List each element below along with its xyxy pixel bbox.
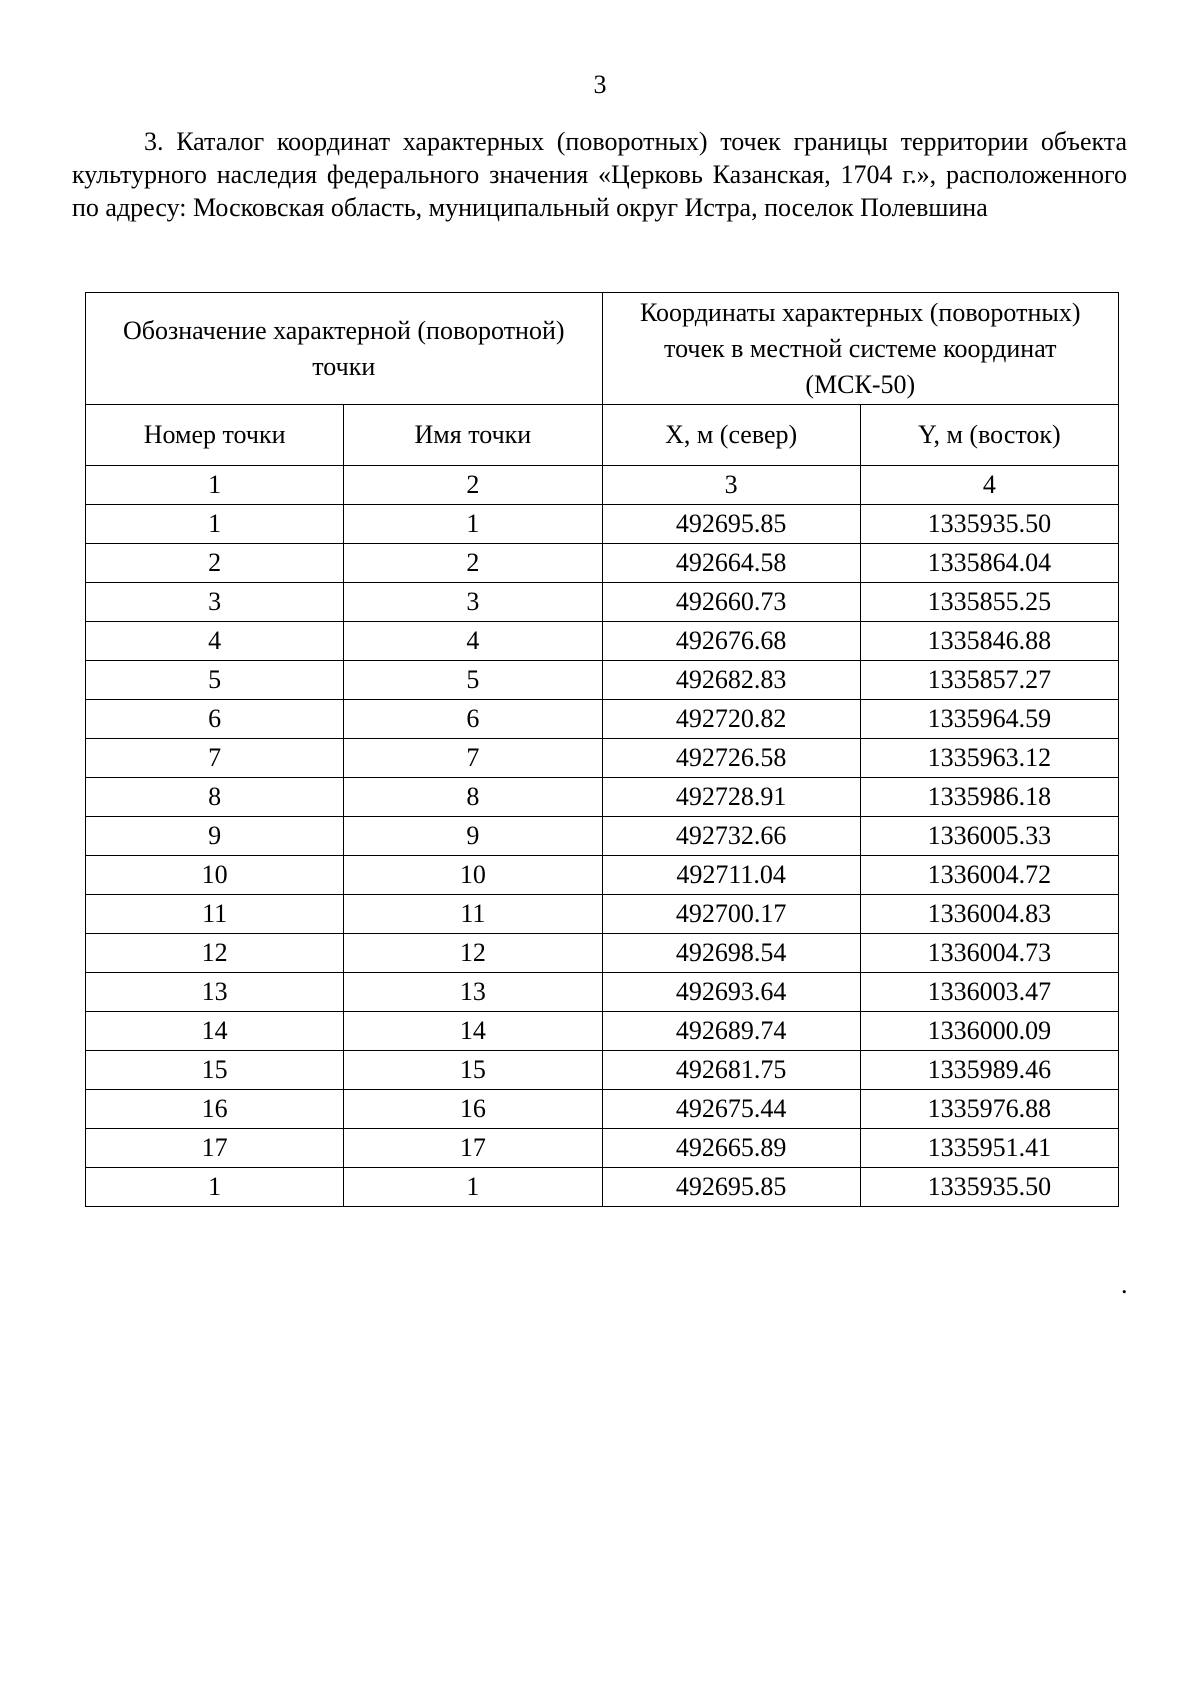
table-row xyxy=(86,505,1119,544)
cell-y: 1335963.12 xyxy=(860,739,1118,778)
cell-x: 492695.85 xyxy=(602,1168,860,1207)
cell-x: 492689.74 xyxy=(602,1012,860,1051)
cell-point-name: 3 xyxy=(344,583,602,622)
column-number: 3 xyxy=(602,466,860,505)
cell-y: 1336004.73 xyxy=(860,934,1118,973)
cell-y: 1335855.25 xyxy=(860,583,1118,622)
cell-x: 492711.04 xyxy=(602,856,860,895)
cell-point-number: 12 xyxy=(86,934,344,973)
header-coordinates: Координаты характерных (поворотных) точек в местной системе координат (МСК-50) xyxy=(602,293,1119,405)
table-row xyxy=(86,934,1119,973)
page-number: 3 xyxy=(593,70,607,99)
cell-y: 1335935.50 xyxy=(860,505,1118,544)
cell-y: 1336004.83 xyxy=(860,895,1118,934)
cell-y: 1336003.47 xyxy=(860,973,1118,1012)
cell-y: 1335986.18 xyxy=(860,778,1118,817)
cell-point-number: 17 xyxy=(86,1129,344,1168)
header-designation: Обозначение характерной (поворотной) точки xyxy=(86,293,603,405)
cell-x: 492728.91 xyxy=(602,778,860,817)
cell-point-name: 12 xyxy=(344,934,602,973)
table-row xyxy=(86,583,1119,622)
cell-point-number: 13 xyxy=(86,973,344,1012)
cell-point-number: 6 xyxy=(86,700,344,739)
cell-x: 492682.83 xyxy=(602,661,860,700)
table-body xyxy=(86,466,1119,1207)
cell-point-number: 16 xyxy=(86,1090,344,1129)
cell-point-number: 11 xyxy=(86,895,344,934)
table-row xyxy=(86,1168,1119,1207)
cell-point-name: 1 xyxy=(344,505,602,544)
cell-x: 492660.73 xyxy=(602,583,860,622)
cell-point-number: 2 xyxy=(86,544,344,583)
cell-x: 492700.17 xyxy=(602,895,860,934)
cell-point-number: 10 xyxy=(86,856,344,895)
cell-point-name: 4 xyxy=(344,622,602,661)
cell-point-number: 8 xyxy=(86,778,344,817)
cell-y: 1335846.88 xyxy=(860,622,1118,661)
cell-y: 1335989.46 xyxy=(860,1051,1118,1090)
cell-x: 492720.82 xyxy=(602,700,860,739)
cell-point-name: 15 xyxy=(344,1051,602,1090)
cell-x: 492698.54 xyxy=(602,934,860,973)
table-row xyxy=(86,700,1119,739)
cell-point-name: 16 xyxy=(344,1090,602,1129)
table-row xyxy=(86,1012,1119,1051)
header-x: X, м (север) xyxy=(602,405,860,466)
cell-point-name: 11 xyxy=(344,895,602,934)
intro-paragraph: 3. Каталог координат характерных (поворотных) точек границы территории объекта культурного наследия федерального значения «Церковь Казанская, 1704 г.», расположенного по адресу: Московская область, муниципальный округ Истра, поселок Полевшина xyxy=(72,127,1127,222)
cell-point-name: 8 xyxy=(344,778,602,817)
column-number-row xyxy=(86,466,1119,505)
cell-point-name: 10 xyxy=(344,856,602,895)
table-row xyxy=(86,856,1119,895)
table-row xyxy=(86,1129,1119,1168)
cell-point-number: 14 xyxy=(86,1012,344,1051)
table-row xyxy=(86,778,1119,817)
header-point-name: Имя точки xyxy=(344,405,602,466)
cell-x: 492676.68 xyxy=(602,622,860,661)
cell-point-name: 9 xyxy=(344,817,602,856)
table-row xyxy=(86,739,1119,778)
cell-y: 1336004.72 xyxy=(860,856,1118,895)
cell-point-name: 14 xyxy=(344,1012,602,1051)
cell-y: 1335976.88 xyxy=(860,1090,1118,1129)
cell-point-number: 9 xyxy=(86,817,344,856)
cell-point-number: 7 xyxy=(86,739,344,778)
trailing-mark: . xyxy=(1121,1270,1128,1299)
table-row xyxy=(86,895,1119,934)
cell-point-name: 17 xyxy=(344,1129,602,1168)
cell-point-number: 15 xyxy=(86,1051,344,1090)
cell-x: 492681.75 xyxy=(602,1051,860,1090)
table-row xyxy=(86,973,1119,1012)
column-number: 4 xyxy=(860,466,1118,505)
cell-point-name: 1 xyxy=(344,1168,602,1207)
cell-point-name: 6 xyxy=(344,700,602,739)
cell-point-number: 4 xyxy=(86,622,344,661)
cell-y: 1335964.59 xyxy=(860,700,1118,739)
cell-point-number: 1 xyxy=(86,1168,344,1207)
header-y: Y, м (восток) xyxy=(860,405,1118,466)
table-row xyxy=(86,622,1119,661)
coordinates-table xyxy=(85,292,1119,1207)
cell-x: 492732.66 xyxy=(602,817,860,856)
table-row xyxy=(86,544,1119,583)
table-row xyxy=(86,817,1119,856)
cell-y: 1335857.27 xyxy=(860,661,1118,700)
column-number: 2 xyxy=(344,466,602,505)
cell-x: 492675.44 xyxy=(602,1090,860,1129)
cell-x: 492665.89 xyxy=(602,1129,860,1168)
table-row xyxy=(86,661,1119,700)
cell-point-number: 5 xyxy=(86,661,344,700)
header-point-number: Номер точки xyxy=(86,405,344,466)
cell-point-name: 2 xyxy=(344,544,602,583)
cell-y: 1335951.41 xyxy=(860,1129,1118,1168)
table-row xyxy=(86,1051,1119,1090)
cell-point-name: 13 xyxy=(344,973,602,1012)
cell-x: 492664.58 xyxy=(602,544,860,583)
cell-point-number: 3 xyxy=(86,583,344,622)
cell-point-number: 1 xyxy=(86,505,344,544)
table-row xyxy=(86,1090,1119,1129)
cell-point-name: 5 xyxy=(344,661,602,700)
cell-x: 492693.64 xyxy=(602,973,860,1012)
cell-y: 1336005.33 xyxy=(860,817,1118,856)
cell-y: 1335935.50 xyxy=(860,1168,1118,1207)
column-number: 1 xyxy=(86,466,344,505)
cell-y: 1335864.04 xyxy=(860,544,1118,583)
cell-y: 1336000.09 xyxy=(860,1012,1118,1051)
cell-x: 492695.85 xyxy=(602,505,860,544)
cell-point-name: 7 xyxy=(344,739,602,778)
cell-x: 492726.58 xyxy=(602,739,860,778)
